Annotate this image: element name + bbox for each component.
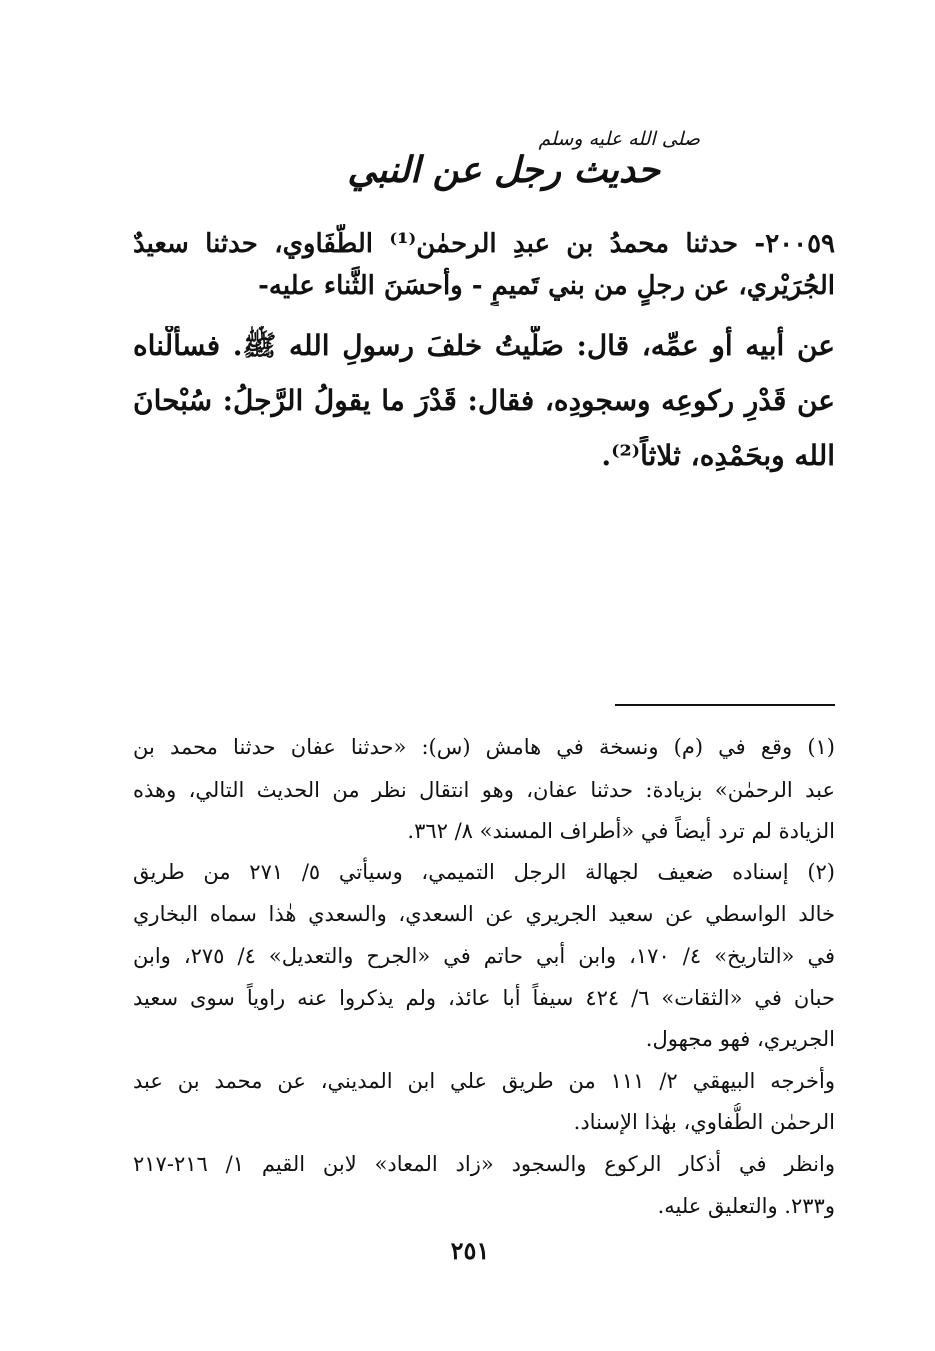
footnote-line-5: خالد الواسطي عن سعيد الجريري عن السعدي، والسعدي هٰذا سماه البخاري <box>133 902 835 926</box>
page-number: ٢٥١ <box>450 1236 490 1265</box>
footnote-line-7: حبان في «الثقات» ٦/ ٤٢٤ سيفاً أبا عائذ، ولم يذكروا عنه راوياً سوى سعيد <box>133 986 835 1010</box>
hadith-line-3: عن أبيه أو عمِّه، قال: صَلَّيتُ خلفَ رسولِ الله ﷺ. فسألْناه <box>133 329 835 362</box>
hadith-line-4: عن قَدْرِ ركوعِه وسجودِه، فقال: قَدْرَ ما يقولُ الرَّجلُ: سُبْحانَ <box>133 384 835 417</box>
footnote-line-4: (٢) إسناده ضعيف لجهالة الرجل التميمي، وسيأتي ٥/ ٢٧١ من طريق <box>133 860 835 884</box>
footnote-separator <box>615 704 835 706</box>
footnote-line-1: (١) وقع في (م) ونسخة في هامش (س): «حدثنا عفان حدثنا محمد بن <box>133 735 835 759</box>
heading-title: حديث رجل عن النبي <box>347 150 660 191</box>
footnote-line-12: و٢٣٣. والتعليق عليه. <box>657 1194 835 1218</box>
hadith-line-2: الجُرَيْري، عن رجلٍ من بني تَميمٍ - وأحسَنَ الثَّناء عليه- <box>258 271 835 301</box>
footnote-line-11: وانظر في أذكار الركوع والسجود «زاد المعاد» لابن القيم ١/ ٢١٦-٢١٧ <box>133 1152 835 1176</box>
hadith-line-1: ٢٠٠٥٩- حدثنا محمدُ بن عبدِ الرحمٰن⁽¹⁾ الطُّفَاوي، حدثنا سعيدٌ <box>133 229 835 259</box>
hadith-heading <box>300 128 700 208</box>
footnote-line-9: وأخرجه البيهقي ٢/ ١١١ من طريق علي ابن المديني، عن محمد بن عبد <box>133 1069 835 1093</box>
footnote-line-8: الجريري، فهو مجهول. <box>645 1027 835 1051</box>
hadith-line-5: الله وبحَمْدِه، ثلاثاً⁽²⁾. <box>601 439 835 472</box>
heading-supplication: صلى الله عليه وسلم <box>538 128 700 150</box>
footnote-line-2: عبد الرحمٰن» بزيادة: حدثنا عفان، وهو انتقال نظر من الحديث التالي، وهذه <box>133 778 835 802</box>
footnote-line-6: في «التاريخ» ٤/ ١٧٠، وابن أبي حاتم في «الجرح والتعديل» ٤/ ٢٧٥، وابن <box>133 944 835 968</box>
footnote-line-10: الرحمٰن الطُّفاوي، بهٰذا الإسناد. <box>573 1110 835 1134</box>
footnote-line-3: الزيادة لم ترد أيضاً في «أطراف المسند» ٨/ ٣٦٢. <box>407 819 835 843</box>
